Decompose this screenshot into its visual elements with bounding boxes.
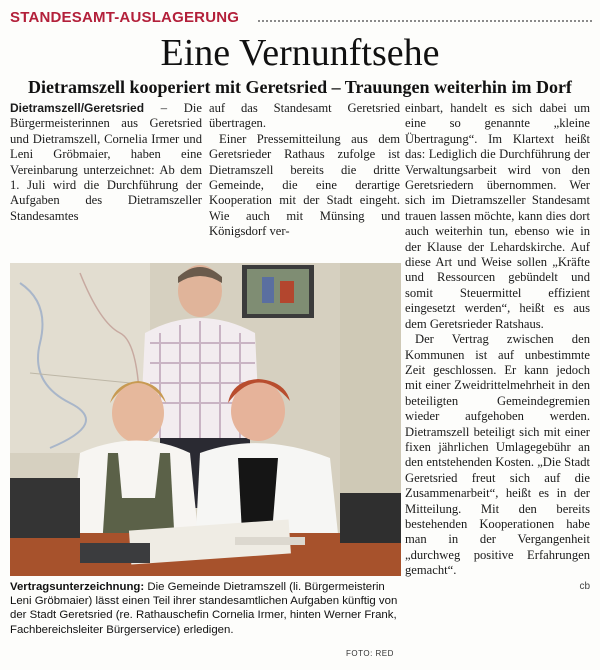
article-column-2 xyxy=(209,101,400,240)
article-paragraph: einbart, handelt es sich dabei um eine so genannte „kleine Übertragung“. Im Klartext heißt das: Lediglich die Durchführung der Verwaltungsarbeit wird von den Geretsriedern übernommen. Wer sich im Dietramszeller Standesamt trauen lassen möchte, kann dies dort auch weiterhin tun, ebenso wie in der Klause der Lehardskirche. Auf diese Art und Weise sollen „Kräfte und Ressourcen gebündelt und somit Steuermittel effizient eingesetzt werden“, heißt es aus dem Geretsrieder Ratshaus. xyxy=(405,101,590,331)
article-column-1 xyxy=(10,101,202,224)
dateline: Dietramszell/Geretsried xyxy=(10,101,145,115)
photo-caption xyxy=(10,580,400,637)
article-paragraph: Einer Pressemitteilung aus dem Geretsrieder Rathaus zufolge ist Dietramszell bereits die dritte Gemeinde, die eine derartige Kooperation mit der Stadt eingeht. Wie auch mit Münsing und Königsdorf ver- xyxy=(209,131,400,239)
kicker: STANDESAMT-AUSLAGERUNG xyxy=(10,9,240,26)
photo-credit: FOTO: RED xyxy=(346,649,394,658)
photo-illustration xyxy=(10,263,401,576)
article-column-3 xyxy=(405,101,590,594)
article-paragraph xyxy=(10,101,202,224)
caption-text: Die Gemeinde Dietramszell (li. Bürgermeisterin Leni Gröbmaier) lässt einen Teil ihrer standesamtlichen Aufgaben künftig von der Stadt Geretsried (re. Rathauschefin Cornelia Irmer, hinten Werner Frank, Fachbereichsleiter Bürgerservice) erledigen. xyxy=(10,581,398,636)
author-initials: cb xyxy=(579,580,590,592)
headline: Eine Vernunftsehe xyxy=(160,32,440,74)
article-paragraph: auf das Standesamt Geretsried übertragen. xyxy=(209,101,400,131)
subheadline: Dietramszell kooperiert mit Geretsried – Trauungen weiterhin im Dorf xyxy=(28,77,572,97)
article-paragraph: Der Vertrag zwischen den Kommunen ist auf unbestimmte Zeit geschlossen. Er kann jedoch mit einer Zweidrittelmehrheit in den beteiligten Gemeindegremien wieder aufgehoben werden. Dietramszell beteiligt sich mit einer fixen jährlichen Umlagegebühr an den entstehenden Kosten. „Die Stadt Geretsried freut sich auf die Zusammenarbeit“, heißt es in der Mitteilung. Mit den bereits bestehenden Kooperationen habe man in der Vergangenheit „durchweg positive Erfahrungen gemacht“. xyxy=(405,332,591,578)
caption-lead: Vertragsunterzeichnung: xyxy=(10,581,145,593)
paragraph-text: – Die Bürgermeisterinnen aus Geretsried und Dietramszell, Cornelia Irmer und Leni Gröbmaier, haben eine Vereinbarung unterzeichnet: Ab dem 1. Juli wird die Durchführung der Aufgaben des Dietramszeller Standesamtes xyxy=(10,101,202,223)
kicker-dotted-rule xyxy=(258,20,592,22)
article-photo xyxy=(10,263,401,576)
